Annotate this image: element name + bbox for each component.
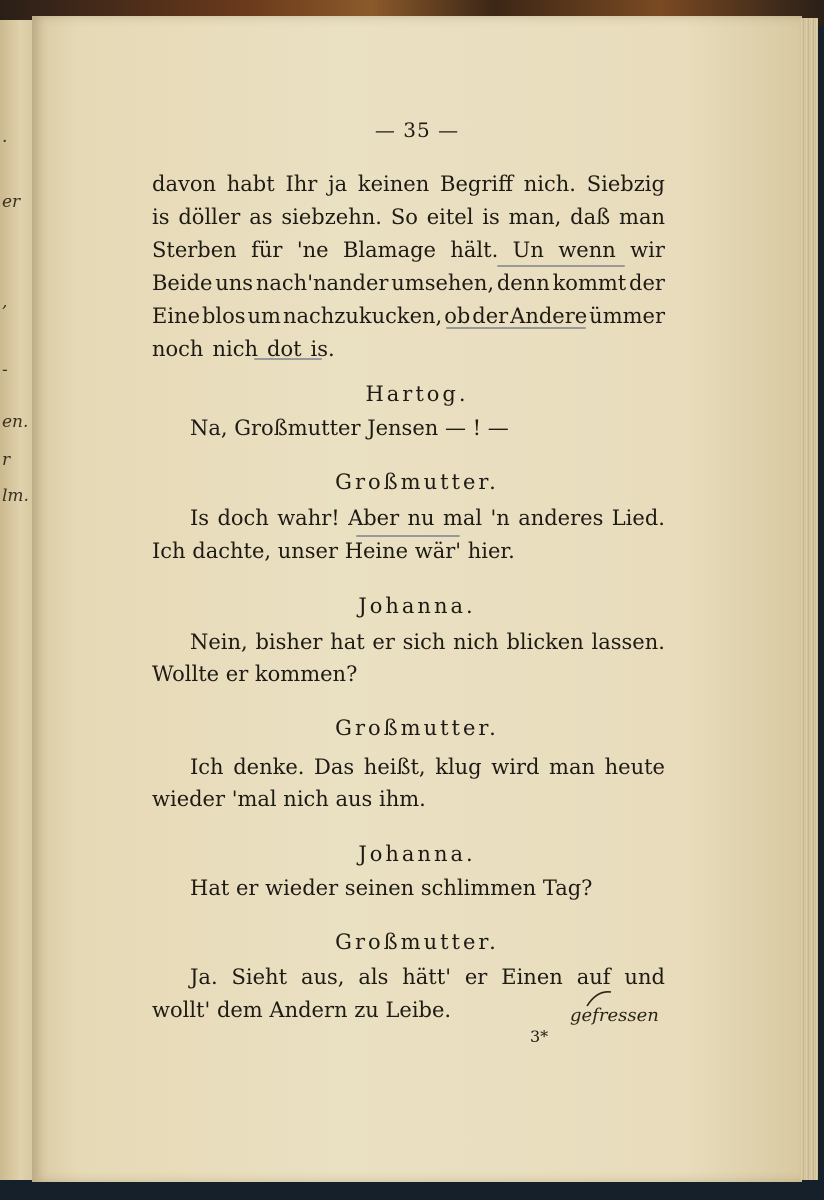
word: man <box>549 755 596 779</box>
caret-mark-icon <box>585 988 615 1008</box>
word: wenn <box>558 238 616 262</box>
word: Beide <box>152 271 213 295</box>
word: und <box>624 965 665 989</box>
dialogue-line: wieder 'mal nich aus ihm. <box>152 787 426 811</box>
word: uns <box>215 271 254 295</box>
word: auf <box>576 965 611 989</box>
word: ümmer <box>589 304 665 328</box>
word: Blamage <box>342 238 436 262</box>
text-line <box>152 337 665 361</box>
margin-note: · <box>2 132 8 152</box>
word: aus, <box>300 965 345 989</box>
speaker-name: Großmutter. <box>335 716 499 740</box>
word: hält. <box>450 238 499 262</box>
word: denn <box>496 271 550 295</box>
word: nich. <box>523 172 576 196</box>
speaker-name: Hartog. <box>365 382 469 406</box>
word: dot <box>267 337 302 361</box>
word: Andere <box>510 304 588 328</box>
word: ja <box>328 172 348 196</box>
word: as <box>249 205 273 229</box>
word: 'ne <box>296 238 329 262</box>
word: man <box>619 205 665 229</box>
word: wahr! <box>277 506 340 530</box>
pencil-underline <box>356 535 460 537</box>
text-line <box>152 172 665 196</box>
text-line <box>190 755 665 779</box>
pencil-underline <box>446 327 586 329</box>
speaker-name: Großmutter. <box>335 470 499 494</box>
word: heißt, <box>363 755 426 779</box>
word: is <box>482 205 500 229</box>
word: der <box>629 271 665 295</box>
word: is <box>152 205 170 229</box>
word: er <box>464 965 488 989</box>
word: kommt <box>552 271 627 295</box>
word: blicken <box>506 630 584 654</box>
word: Nein, <box>190 630 248 654</box>
word: Begriff <box>440 172 513 196</box>
word: davon <box>152 172 216 196</box>
word: Un <box>512 238 544 262</box>
text-line <box>190 630 665 654</box>
word: hat <box>330 630 365 654</box>
text-line <box>152 205 665 229</box>
word: nu <box>407 506 435 530</box>
word: er <box>372 630 395 654</box>
word: is. <box>310 337 335 361</box>
word: Das <box>314 755 355 779</box>
word: wir <box>630 238 665 262</box>
word: um <box>247 304 281 328</box>
word: Sieht <box>231 965 288 989</box>
text-line <box>152 304 665 328</box>
word: Einen <box>501 965 563 989</box>
dialogue-line: wollt' dem Andern zu Leibe. <box>152 998 452 1022</box>
word: Is <box>190 506 210 530</box>
page-block-edge <box>800 18 818 1180</box>
word: blos <box>201 304 246 328</box>
margin-note: lm. <box>2 486 29 506</box>
word: Sterben <box>152 238 237 262</box>
word: klug <box>435 755 482 779</box>
word: So <box>390 205 418 229</box>
word: nich <box>212 337 258 361</box>
word: sich <box>402 630 446 654</box>
dialogue-line: Hat er wieder seinen schlimmen Tag? <box>190 876 593 900</box>
word: 'n <box>490 506 510 530</box>
word: Siebzig <box>586 172 665 196</box>
word: bisher <box>255 630 323 654</box>
word: Ich <box>190 755 224 779</box>
word: habt <box>226 172 275 196</box>
text-line <box>152 238 665 262</box>
word: mal <box>442 506 483 530</box>
word: doch <box>217 506 269 530</box>
word: nich <box>453 630 499 654</box>
word: hätt' <box>402 965 451 989</box>
speaker-name: Großmutter. <box>335 930 499 954</box>
pencil-underline <box>497 265 625 267</box>
word: Lied. <box>611 506 665 530</box>
signature-mark: 3* <box>530 1027 549 1046</box>
previous-page-edge <box>0 20 35 1180</box>
word: noch <box>152 337 204 361</box>
word: döller <box>178 205 241 229</box>
word: Ihr <box>285 172 318 196</box>
word: umsehen, <box>391 271 495 295</box>
word: Ja. <box>190 965 218 989</box>
word: wird <box>491 755 540 779</box>
word: heute <box>604 755 665 779</box>
text-line <box>190 965 665 989</box>
word: siebzehn. <box>281 205 382 229</box>
word: lassen. <box>591 630 665 654</box>
text-line <box>152 271 665 295</box>
dialogue-line: Ich dachte, unser Heine wär' hier. <box>152 539 515 563</box>
speaker-name: Johanna. <box>358 594 476 618</box>
word: für <box>251 238 283 262</box>
word: der <box>472 304 509 328</box>
text-line <box>190 506 665 530</box>
word: Eine <box>152 304 200 328</box>
speaker-name: Johanna. <box>358 842 476 866</box>
margin-note: , <box>2 292 8 312</box>
word: als <box>358 965 389 989</box>
margin-note: en. <box>2 412 29 432</box>
word: daß <box>570 205 611 229</box>
word: nachzukucken, <box>282 304 443 328</box>
page-number: — 35 — <box>374 118 460 142</box>
word: anderes <box>518 506 604 530</box>
word: denke. <box>233 755 305 779</box>
pencil-underline <box>254 358 322 360</box>
word: nach'nander <box>255 271 389 295</box>
word: ob <box>444 304 471 328</box>
margin-note: er <box>2 192 21 212</box>
dialogue-line: Na, Großmutter Jensen — ! — <box>190 416 509 440</box>
word: man, <box>508 205 562 229</box>
word: keinen <box>357 172 430 196</box>
margin-note: r <box>2 450 11 470</box>
word: eitel <box>426 205 474 229</box>
margin-note: - <box>2 360 8 380</box>
dialogue-line: Wollte er kommen? <box>152 662 358 686</box>
handwritten-note: gefressen <box>570 1005 659 1026</box>
word: Aber <box>348 506 400 530</box>
